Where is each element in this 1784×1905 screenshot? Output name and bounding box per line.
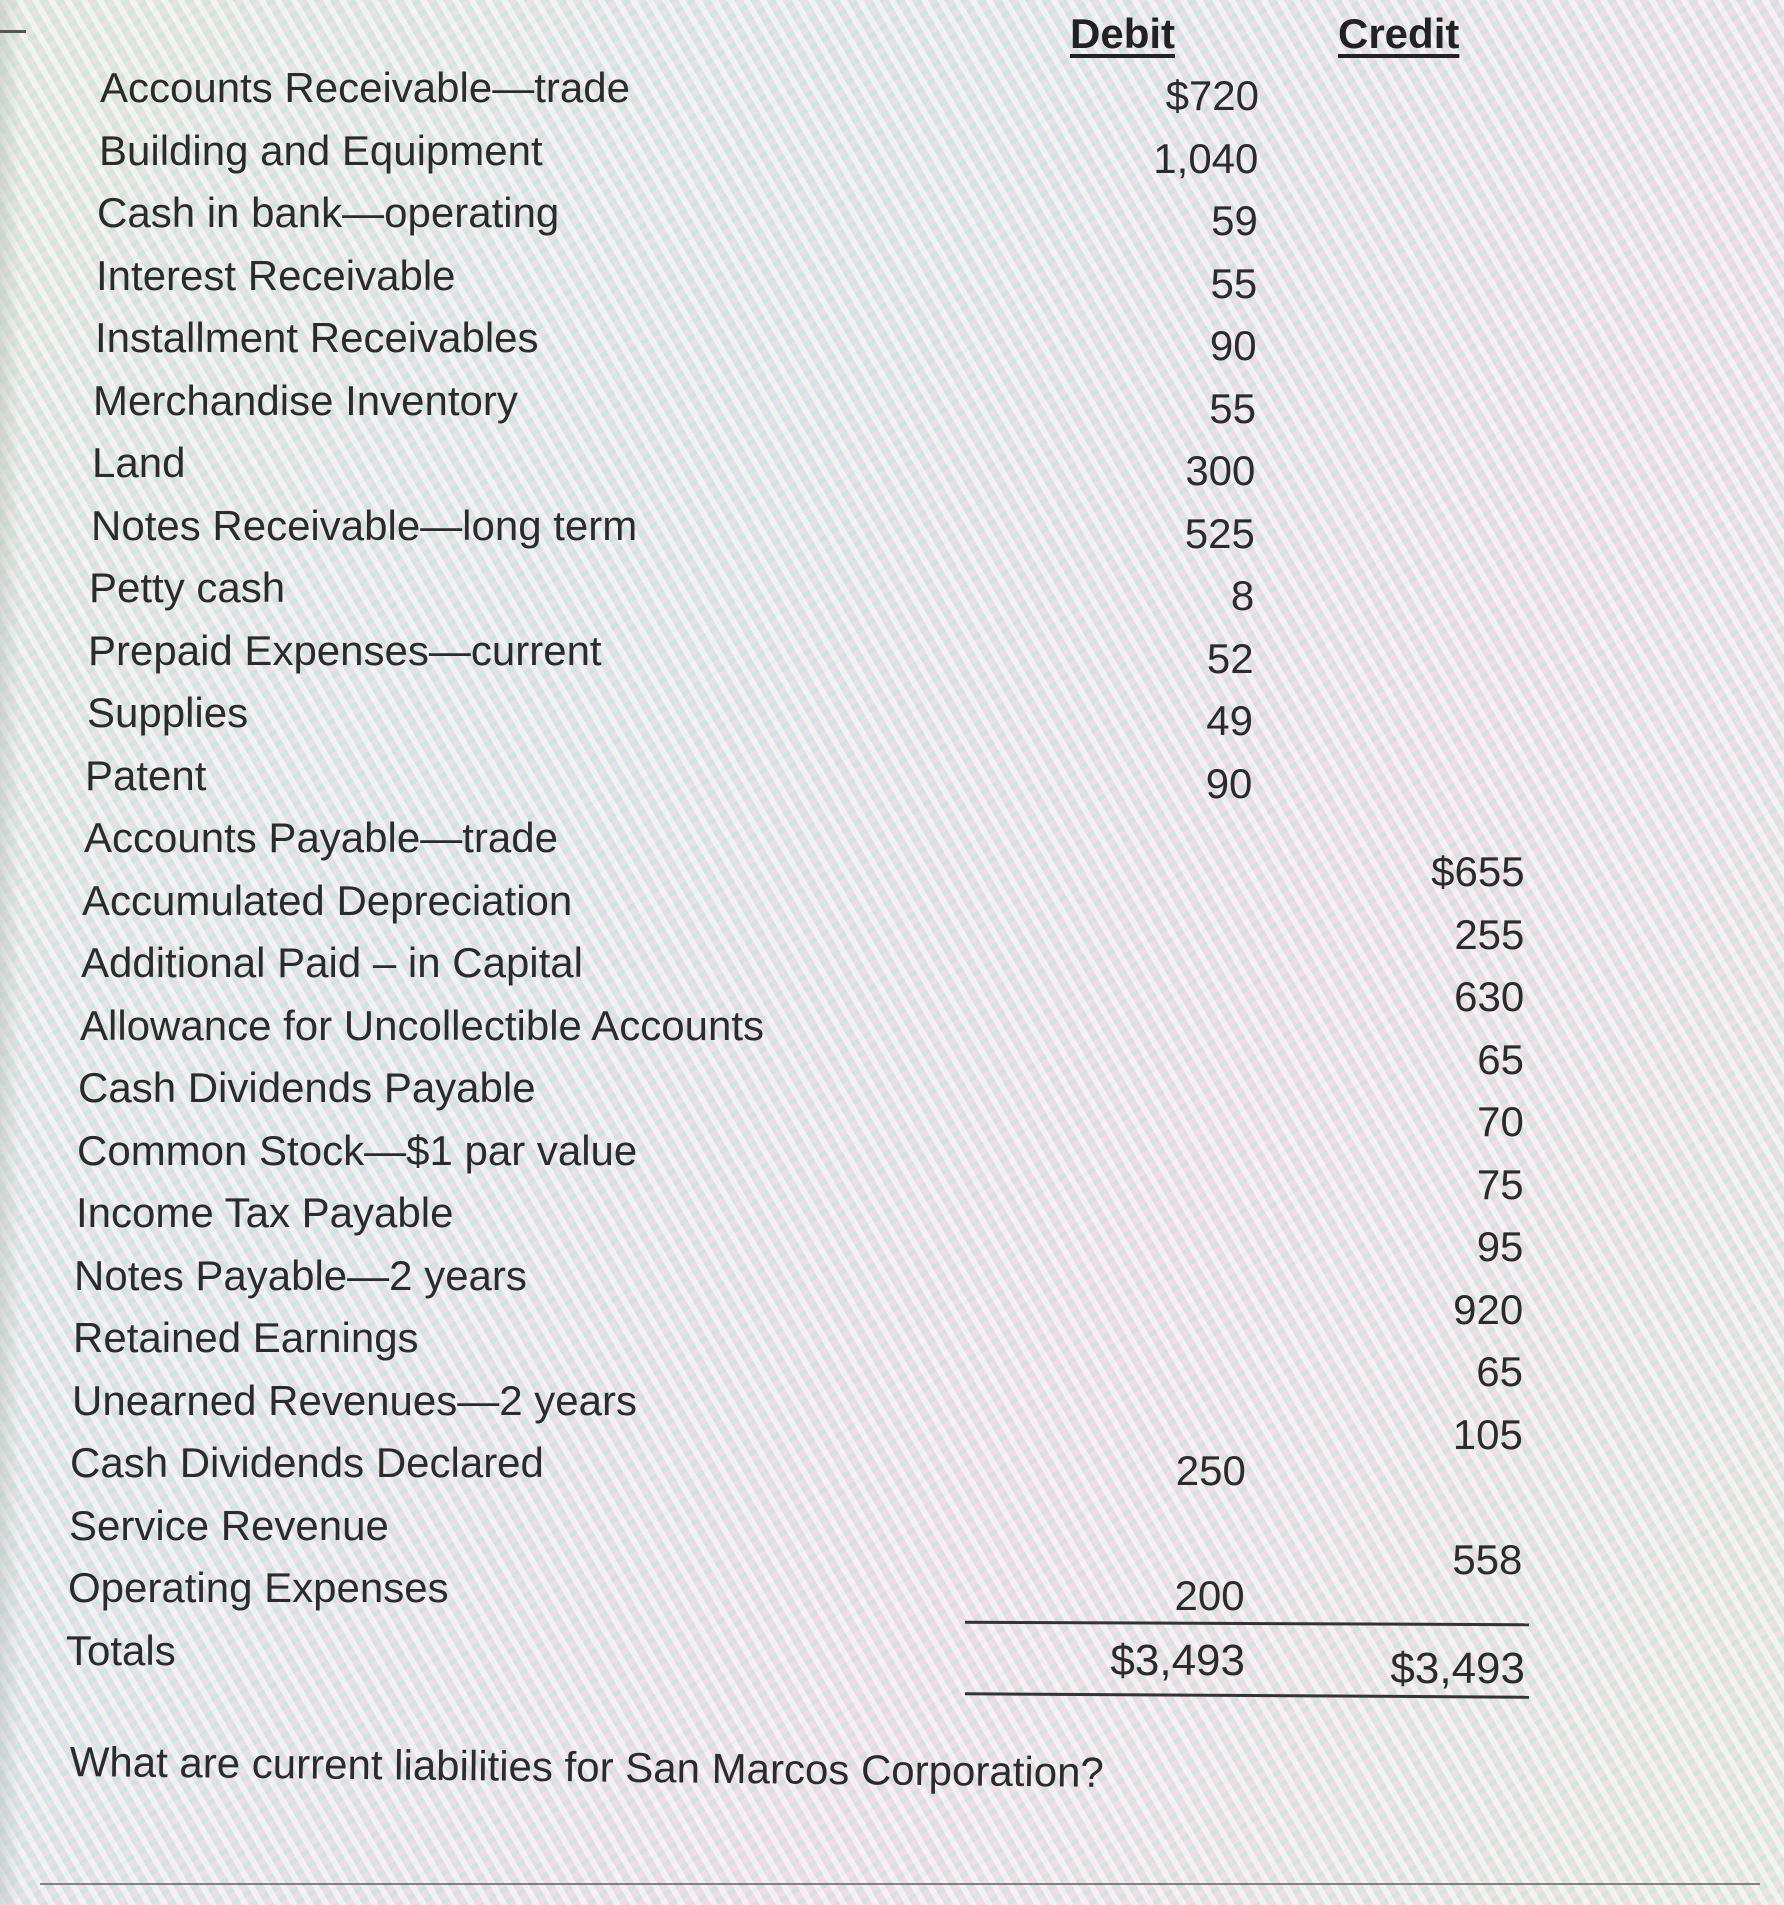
account-row [0,808,1784,895]
account-row [0,746,1784,809]
account-row [0,496,1784,559]
credit-amount: 255 [1454,910,1525,958]
account-row [0,621,1784,684]
credit-amount: 95 [1476,1223,1524,1270]
account-name: Petty cash [89,564,286,611]
total-credit: $3,493 [1390,1644,1525,1693]
debit-amount: 525 [1184,509,1255,557]
debit-amount: 52 [1206,634,1254,682]
account-name: Common Stock—$1 par value [77,1126,638,1174]
account-name: Unearned Revenues—2 years [72,1376,637,1424]
account-row [0,1121,1784,1208]
account-name: Supplies [87,689,249,736]
debit-amount: 59 [1211,197,1258,244]
account-row [0,1246,1784,1333]
debit-amount: $720 [1165,72,1259,119]
debit-amount: 90 [1205,759,1253,807]
account-row [0,1558,1784,1621]
account-row [0,433,1784,496]
account-name: Accumulated Depreciation [82,876,573,924]
account-row [0,933,1784,1020]
account-row [0,371,1784,434]
account-name: Prepaid Expenses—current [88,626,602,674]
credit-amount: 70 [1477,1098,1524,1145]
account-name: Building and Equipment [99,126,543,174]
account-name: Additional Paid – in Capital [81,939,583,986]
account-row [0,308,1784,371]
credit-amount: 920 [1453,1285,1524,1333]
account-row [0,1183,1784,1270]
account-row [0,1058,1784,1145]
totals-label: Totals [66,1626,176,1674]
credit-amount: $655 [1431,848,1525,895]
account-name: Notes Payable—2 years [74,1251,527,1299]
account-name: Land [92,439,186,486]
debit-amount: 250 [1175,1447,1246,1494]
account-name: Cash Dividends Declared [70,1439,544,1486]
account-name: Interest Receivable [96,251,456,299]
credit-amount: 630 [1454,973,1525,1020]
debit-amount: 200 [1174,1572,1245,1619]
debit-amount: 55 [1209,384,1256,432]
account-row [0,558,1784,621]
account-row [0,246,1784,309]
account-name: Retained Earnings [73,1314,419,1361]
account-name: Patent [85,751,207,799]
debit-amount: 8 [1230,572,1255,619]
account-row [0,1433,1784,1496]
account-name: Accounts Payable—trade [84,814,558,861]
account-name: Notes Receivable—long term [91,501,638,549]
credit-amount: 558 [1452,1535,1523,1583]
credit-amount: 75 [1476,1160,1524,1208]
credit-amount: 65 [1476,1348,1523,1395]
account-row [0,1496,1784,1583]
account-row [0,58,1784,121]
account-name: Income Tax Payable [76,1189,454,1236]
account-name: Accounts Receivable—trade [100,64,630,111]
account-row [0,683,1784,746]
account-row [0,996,1784,1083]
account-name: Cash in bank—operating [97,189,560,236]
account-name: Operating Expenses [68,1564,449,1611]
debit-amount: 55 [1210,259,1258,307]
margin-tick [0,30,26,33]
account-row [0,121,1784,184]
debit-amount: 1,040 [1153,134,1259,182]
account-rows [0,58,1784,1683]
account-row [0,183,1784,246]
debit-amount: 90 [1209,322,1257,369]
credit-amount: 65 [1477,1035,1524,1083]
answer-line [40,1883,1760,1885]
debit-column-header: Debit [1070,10,1175,57]
debit-amount: 300 [1185,447,1256,494]
account-row [0,1371,1784,1458]
total-debit: $3,493 [1110,1636,1245,1685]
account-row [0,871,1784,958]
question-text: What are current liabilities for San Marcos Corporation? [69,1738,1105,1796]
account-name: Merchandise Inventory [93,376,518,424]
account-name: Allowance for Uncollectible Accounts [80,1001,765,1049]
debit-amount: 49 [1206,697,1253,744]
account-name: Cash Dividends Payable [78,1064,536,1111]
account-row [0,1308,1784,1395]
credit-column-header: Credit [1338,10,1460,57]
credit-amount: 105 [1452,1410,1523,1458]
account-name: Service Revenue [69,1501,389,1549]
account-name: Installment Receivables [95,314,539,361]
